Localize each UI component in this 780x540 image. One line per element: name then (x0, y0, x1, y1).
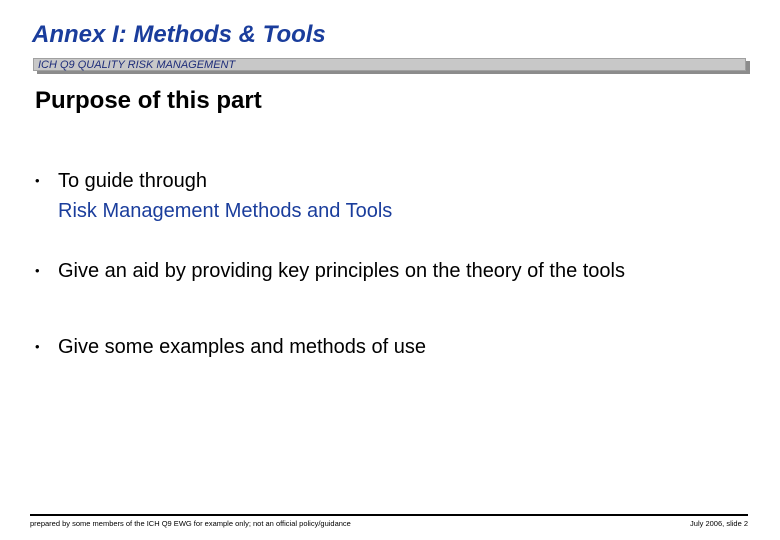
section-heading: Purpose of this part (35, 87, 262, 114)
bullet-text: Give some examples and methods of use (58, 336, 426, 358)
bullet-list (32, 166, 752, 362)
bullet-icon: • (35, 173, 40, 188)
bullet-item (32, 332, 752, 362)
bullet-item (32, 256, 752, 286)
bullet-icon: • (35, 263, 40, 278)
footer-disclaimer: prepared by some members of the ICH Q9 EWG for example only; not an official policy/guidance (30, 519, 351, 528)
bullet-text: Give an aid by providing key principles on the theory of the tools (58, 260, 625, 282)
footer-slide-info: July 2006, slide 2 (690, 519, 748, 528)
footer-divider (30, 514, 748, 516)
slide-title: Annex I: Methods & Tools (32, 21, 326, 48)
section-banner (33, 58, 746, 71)
bullet-text: To guide through (58, 170, 208, 192)
bullet-text-highlight: Risk Management Methods and Tools (58, 200, 393, 222)
bullet-icon: • (35, 339, 40, 354)
banner-text: ICH Q9 QUALITY RISK MANAGEMENT (38, 59, 236, 71)
bullet-item (32, 166, 752, 226)
